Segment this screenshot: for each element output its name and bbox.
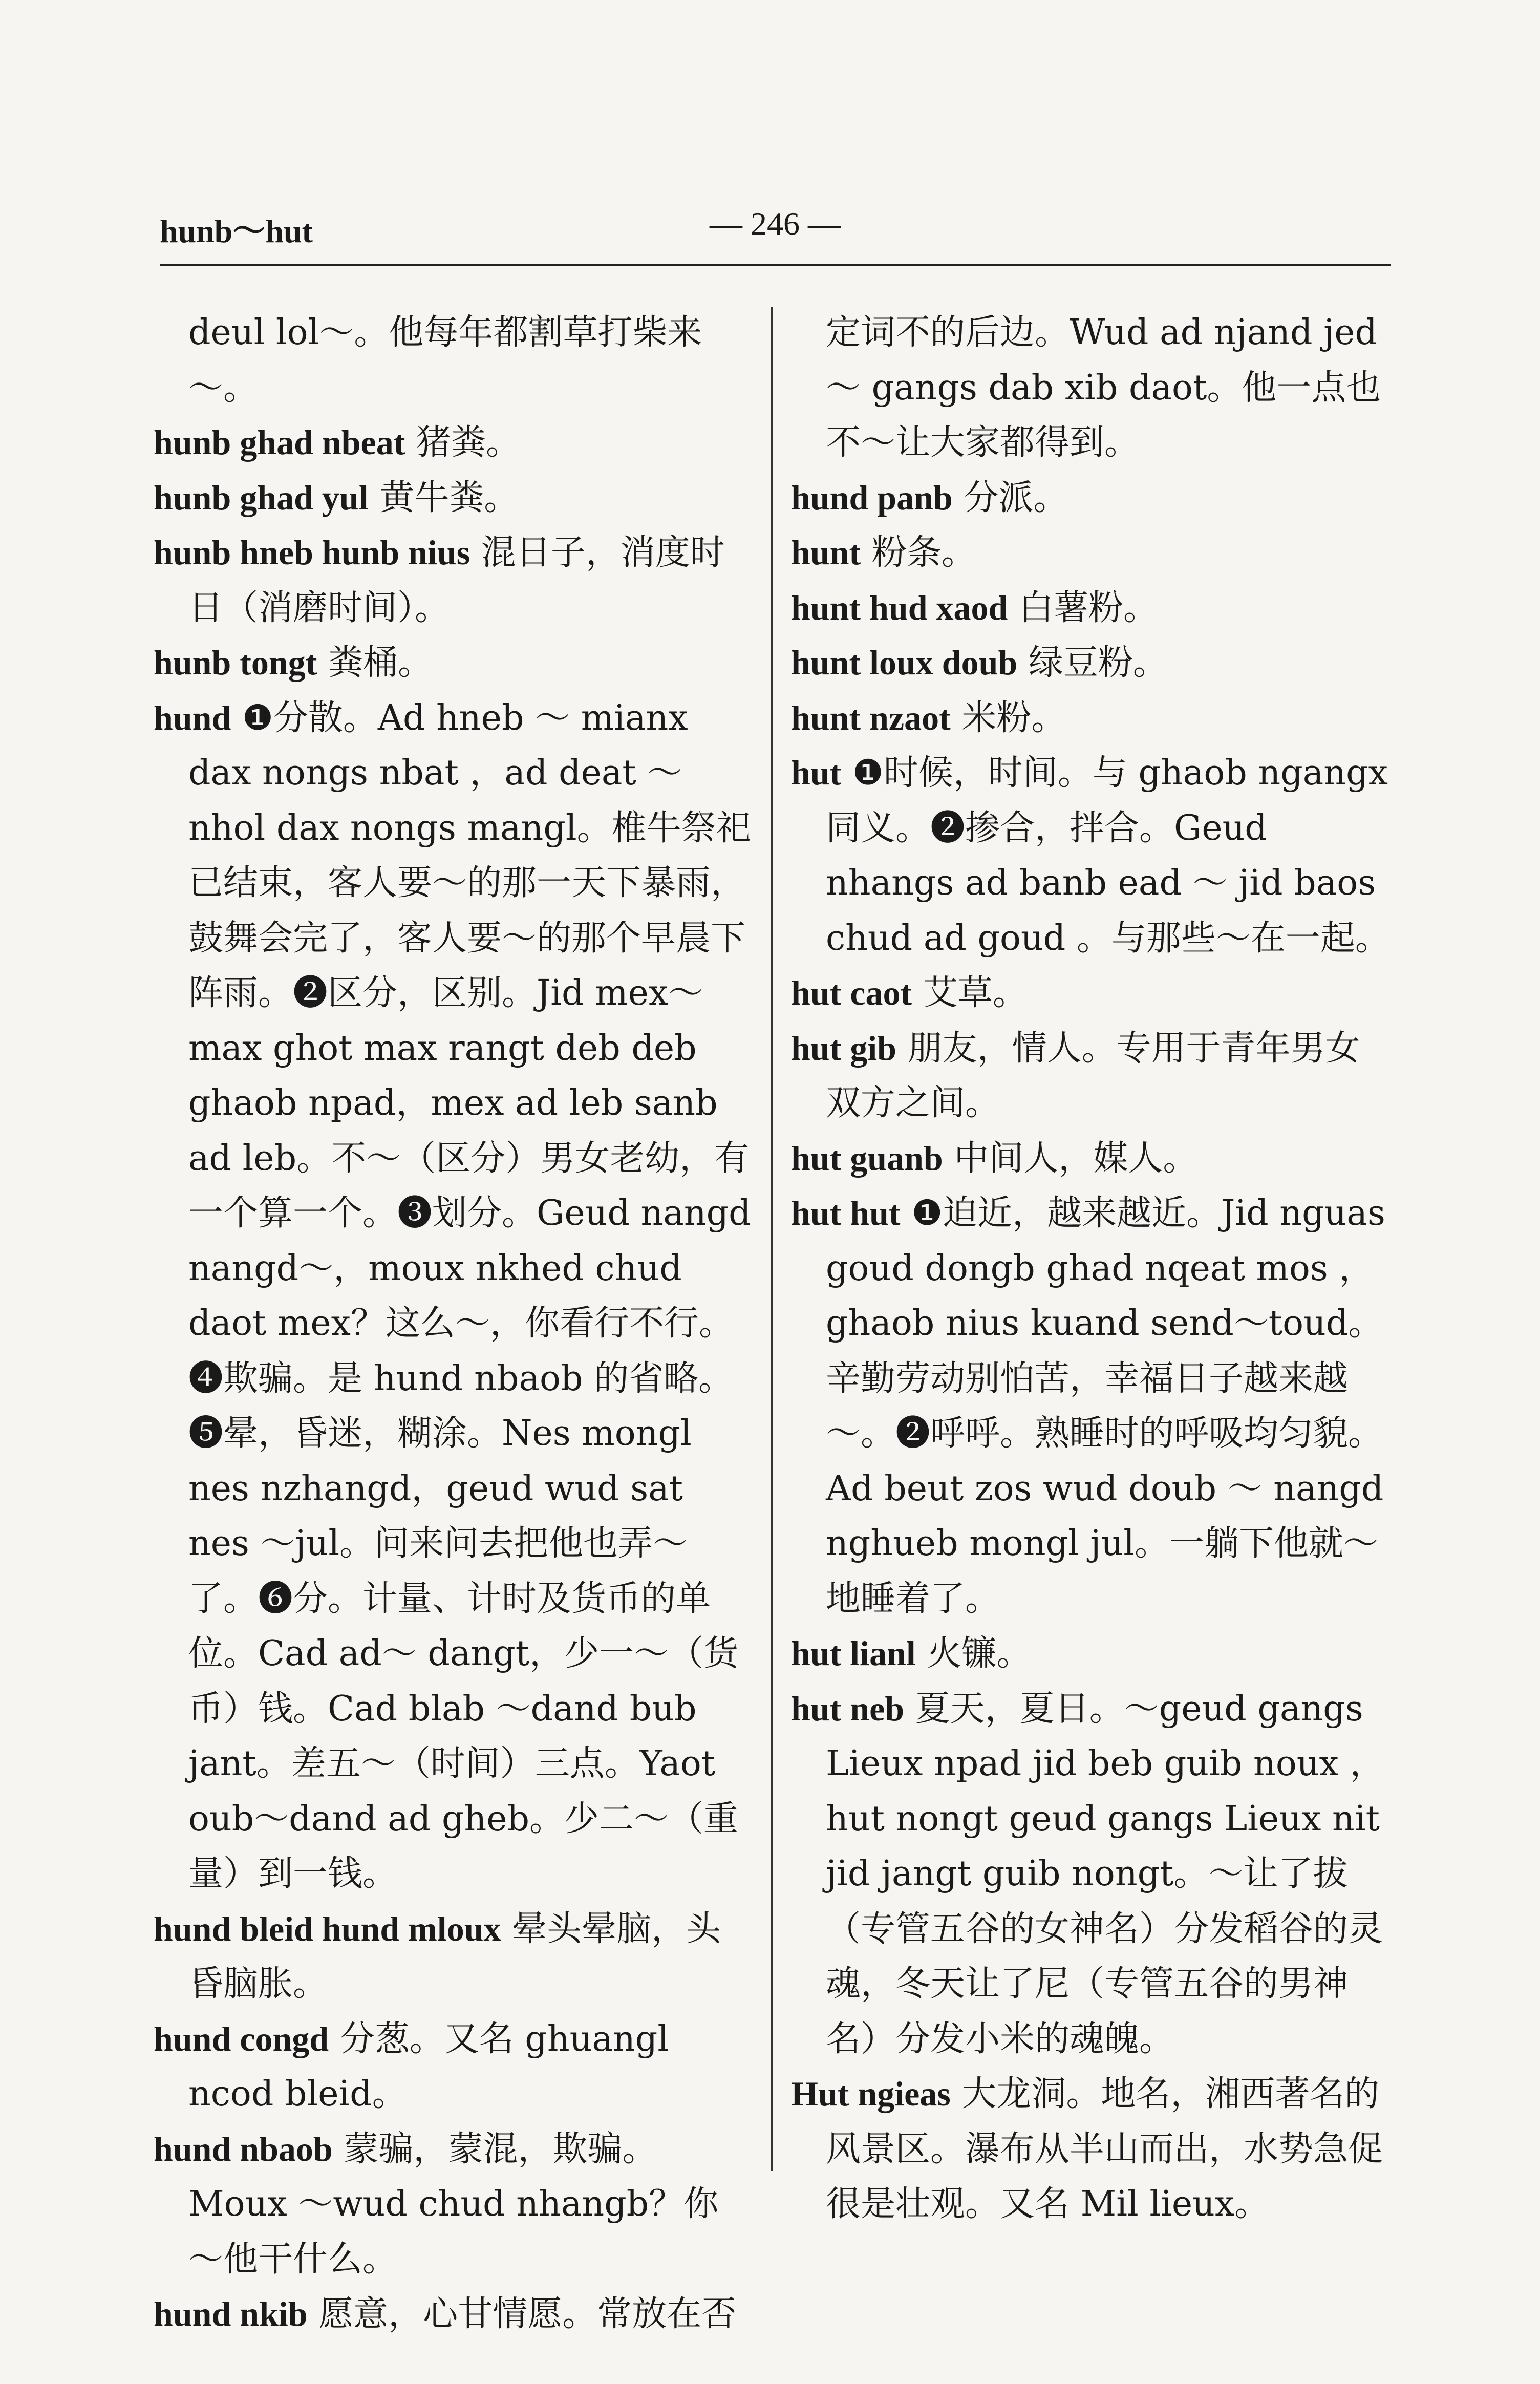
left-column [154,305,753,2342]
headword: hund panb [791,478,953,517]
definition: 夏天，夏日。～geud gangs Lieux npad jid beb guib noux ，hut nongt geud gangs Lieux nit jid jangt guib nongt。～让了拔（专管五谷的女神名）分发稻谷的灵魂，冬天让了尼（专管五谷的男神名）分发小米的魂魄。 [826,1688,1385,2059]
headword: hund [154,698,231,737]
definition: 朋友，情人。专用于青年男女双方之间。 [826,1028,1360,1123]
dictionary-entry [791,1681,1390,2067]
headword: Hut ngieas [791,2074,951,2113]
dictionary-entry [791,1131,1390,1186]
dictionary-entry [791,966,1390,1021]
dictionary-entry [154,525,753,635]
headword: hunb tongt [154,643,317,682]
column-divider [771,307,773,2171]
dictionary-entry [154,471,753,526]
headword: hunb ghad yul [154,478,369,517]
headword: hunt [791,533,861,572]
definition: 米粉。 [961,697,1066,738]
headword: hut [791,753,842,792]
dictionary-entry: deul lol～。他每年都割草打柴来～。 [188,312,702,408]
header-rule [160,264,1391,266]
headword: hut lianl [791,1634,916,1673]
dictionary-entry [791,525,1390,581]
dictionary-entry [154,691,753,1902]
dictionary-entry [791,1021,1390,1131]
definition: 混日子，消度时日（消磨时间）。 [188,533,725,628]
running-head: hunb～hut [160,213,313,249]
definition: 分派。 [964,477,1068,518]
headword: hund congd [154,2019,329,2058]
dictionary-entry [154,1902,753,2012]
headword: hund nkib [154,2294,308,2333]
dictionary-entry [791,1626,1390,1681]
dictionary-entry [791,1186,1390,1626]
definition: 火镰。 [927,1633,1032,1674]
definition: 中间人，媒人。 [954,1138,1198,1179]
definition: 艾草。 [923,973,1028,1013]
definition: ❶分散。Ad hneb ～ mianx dax nongs nbat ，ad deat ～ nhol dax nongs mangl。椎牛祭祀已结束，客人要～的那一天下暴雨，鼓舞会完了，客人要～的那个早晨下阵雨。❷区分，区别。Jid mex～ max ghot max rangt deb deb ghaob npad，mex ad leb sanb ad leb。不～（区分）男女老幼，有一个算一个。❸划分。Geud nangd nangd～，moux nkhed chud daot mex？这么～，你看行不行。❹欺骗。是 hund nbaob 的省略。❺晕，昏迷，糊涂。Nes mongl nes nzhangd，geud wud sat nes ～jul。问来问去把他也弄～了。❻分。计量、计时及货币的单位。Cad ad～ dangt，少一～（货币）钱。Cad blab ～dand bub jant。差五～（时间）三点。Yaot oub～dand ad gheb。少二～（重量）到一钱。 [188,697,751,1894]
definition: 绿豆粉。 [1028,643,1168,683]
definition: 粉条。 [871,533,976,573]
definition: 大龙洞。地名，湘西著名的风景区。瀑布从半山而出，水势急促很是壮观。又名 Mil lieux。 [826,2074,1383,2224]
headword: hunt loux doub [791,643,1018,682]
dictionary-entry [154,2012,753,2122]
definition: 黄牛粪。 [379,477,519,518]
headword: hut guanb [791,1138,943,1178]
headword: hunb hneb hunb nius [154,533,470,572]
headword: hut caot [791,973,912,1012]
dictionary-entry [154,2287,753,2342]
page-header [160,205,1391,251]
right-column [791,305,1390,2232]
definition: ❶时候，时间。与 ghaob ngangx 同义。❷掺合，拌合。Geud nhangs ad banb ead ～ jid baos chud ad goud 。与那些～在一起。 [826,753,1390,959]
dictionary-entry [791,2067,1390,2232]
headword: hut neb [791,1689,905,1728]
dictionary-entry [154,635,753,691]
definition: 猪粪。 [416,422,521,463]
dictionary-entry [791,691,1390,746]
definition: 晕头晕脑，头昏脑胀。 [188,1908,721,2004]
page-number: — 246 — [710,205,841,242]
headword: hut hut [791,1194,901,1232]
dictionary-entry [154,415,753,471]
definition: 粪桶。 [328,643,433,683]
definition: 愿意，心甘情愿。常放在否 [318,2294,737,2334]
definition: 蒙骗，蒙混，欺骗。Moux ～wud chud nhangb？你～他干什么。 [188,2128,719,2280]
dictionary-entry [791,581,1390,636]
dictionary-entry [791,635,1390,691]
headword: hunt hud xaod [791,588,1008,627]
definition: 白薯粉。 [1019,587,1159,628]
definition: 分葱。又名 ghuangl ncod bleid。 [188,2018,669,2114]
headword: hut gib [791,1028,896,1068]
dictionary-entry [791,746,1390,966]
dictionary-entry [791,471,1390,526]
dictionary-entry [154,2122,753,2287]
definition: ❶迫近，越来越近。Jid nguas goud dongb ghad nqeat mos ，ghaob nius kuand send～toud。辛勤劳动别怕苦，幸福日子越来越～。❷呼呼。熟睡时的呼吸均匀貌。Ad beut zos wud doub ～ nangd nghueb mongl jul。一躺下他就～地睡着了。 [826,1193,1385,1619]
dictionary-entry: 定词不的后边。Wud ad njand jed ～ gangs dab xib daot。他一点也不～让大家都得到。 [826,312,1381,463]
headword: hunb ghad nbeat [154,423,405,462]
headword: hund nbaob [154,2129,333,2168]
headword: hund bleid hund mloux [154,1909,501,1948]
headword: hunt nzaot [791,698,951,737]
